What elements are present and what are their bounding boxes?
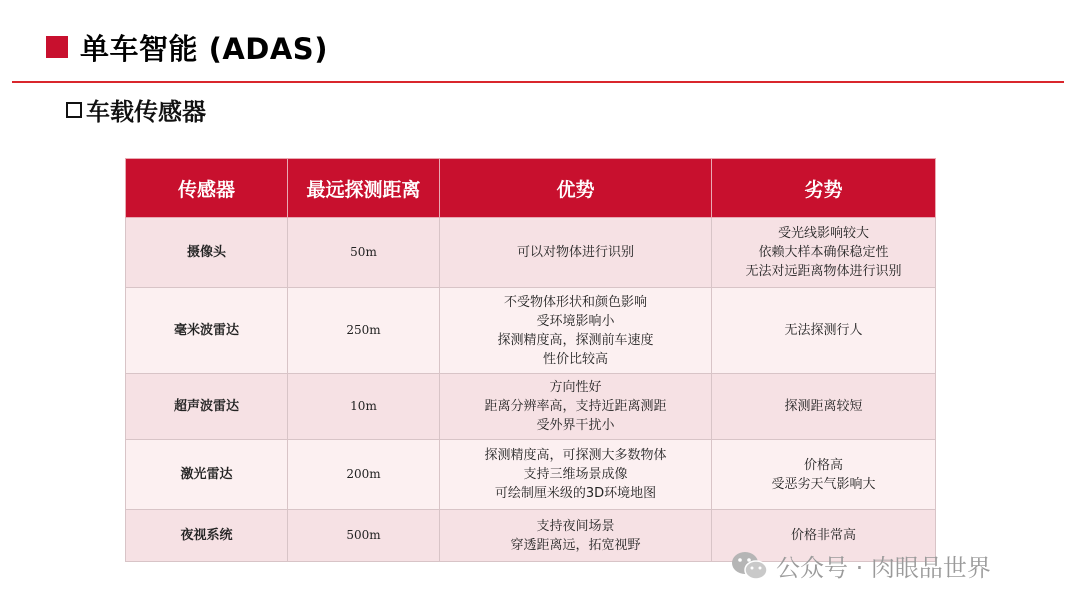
section-subtitle xyxy=(66,92,206,127)
sensor-range: 10m xyxy=(288,374,440,440)
sensor-range: 50m xyxy=(288,218,440,288)
sensor-cons xyxy=(712,288,936,374)
sensor-cons xyxy=(712,440,936,510)
pros-line: 可绘制厘米级的3D环境地图 xyxy=(494,486,657,501)
column-header-range: 最远探测距离 xyxy=(288,159,440,218)
table-row xyxy=(126,440,936,510)
cons-line: 受光线影响较大 xyxy=(777,226,869,241)
pros-line: 支持三维场景成像 xyxy=(523,467,628,482)
title-bar xyxy=(46,22,328,72)
pros-line: 可以对物体进行识别 xyxy=(516,245,634,260)
sensor-pros xyxy=(440,510,712,562)
title-marker xyxy=(46,36,68,58)
pros-line: 支持夜间场景 xyxy=(536,518,615,534)
pros-line: 受外界干扰小 xyxy=(536,418,615,433)
pros-line: 不受物体形状和颜色影响 xyxy=(503,294,647,310)
sensor-pros xyxy=(440,218,712,288)
pros-line: 穿透距离远，拓宽视野 xyxy=(510,537,641,553)
pros-line: 距离分辨率高，支持近距离测距 xyxy=(484,399,667,414)
cons-line: 无法探测行人 xyxy=(784,323,863,338)
sensor-name: 激光雷达 xyxy=(126,440,288,510)
table-row xyxy=(126,218,936,288)
pros-line: 探测精度高，可探测大多数物体 xyxy=(484,448,667,463)
watermark-text: 公众号 · 肉眼品世界 xyxy=(776,554,991,582)
sensor-name: 毫米波雷达 xyxy=(126,288,288,374)
table-row xyxy=(126,288,936,374)
page-title: 单车智能 (ADAS) xyxy=(80,31,328,66)
watermark xyxy=(730,548,991,583)
sensor-pros xyxy=(440,288,712,374)
sensor-cons xyxy=(712,374,936,440)
wechat-icon xyxy=(730,550,770,582)
pros-line: 探测精度高，探测前车速度 xyxy=(497,332,654,348)
sensor-comparison-table xyxy=(125,158,936,562)
sensor-cons xyxy=(712,218,936,288)
sensor-range: 500m xyxy=(288,510,440,562)
sensor-name: 超声波雷达 xyxy=(126,374,288,440)
column-header-sensor: 传感器 xyxy=(126,159,288,218)
cons-line: 受恶劣天气影响大 xyxy=(771,476,876,492)
table-row xyxy=(126,374,936,440)
column-header-pros: 优势 xyxy=(440,159,712,218)
cons-line: 探测距离较短 xyxy=(784,399,863,414)
subtitle-text: 车载传感器 xyxy=(86,98,206,126)
sensor-range: 250m xyxy=(288,288,440,374)
cons-line: 价格高 xyxy=(803,457,843,473)
column-header-cons: 劣势 xyxy=(712,159,936,218)
checkbox-square-icon xyxy=(66,102,82,118)
table-header-row xyxy=(126,159,936,218)
sensor-name: 摄像头 xyxy=(126,218,288,288)
cons-line: 价格非常高 xyxy=(790,528,856,543)
sensor-name: 夜视系统 xyxy=(126,510,288,562)
cons-line: 依赖大样本确保稳定性 xyxy=(758,245,889,260)
sensor-pros xyxy=(440,440,712,510)
title-divider xyxy=(12,81,1064,83)
sensor-pros xyxy=(440,374,712,440)
sensor-range: 200m xyxy=(288,440,440,510)
pros-line: 性价比较高 xyxy=(542,351,608,367)
pros-line: 受环境影响小 xyxy=(536,313,615,329)
pros-line: 方向性好 xyxy=(549,380,602,395)
cons-line: 无法对远距离物体进行识别 xyxy=(745,264,902,279)
